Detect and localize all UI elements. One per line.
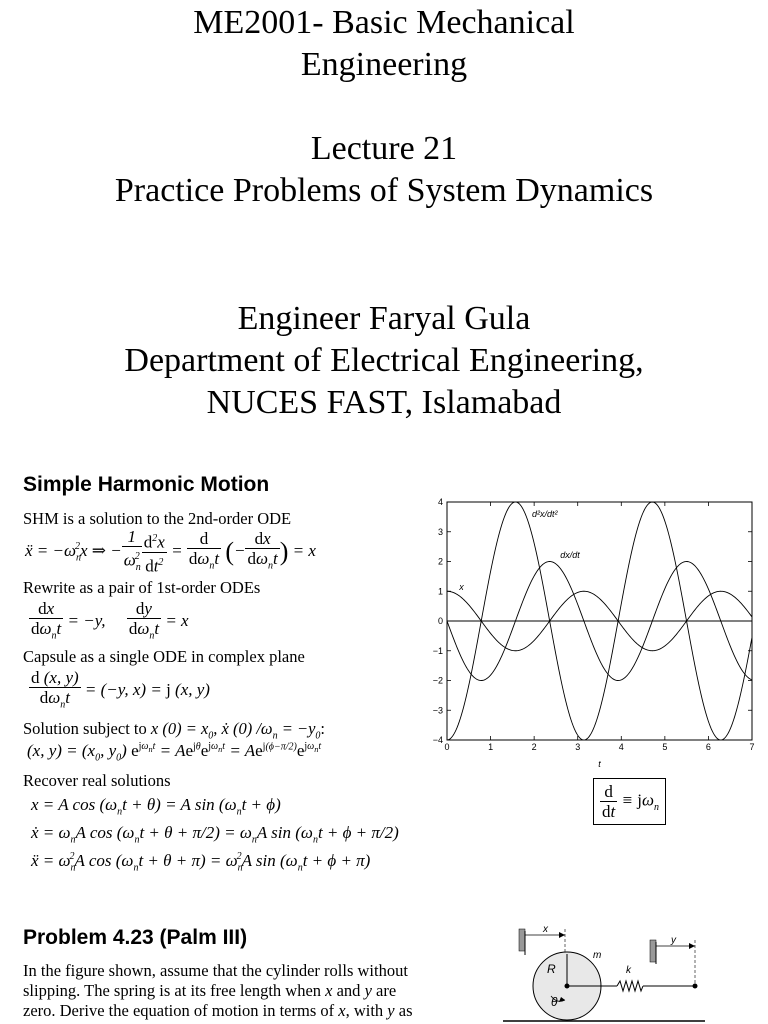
x-tick-label: 6 [705, 742, 711, 752]
x-tick-label: 7 [749, 742, 755, 752]
shm-heading: Simple Harmonic Motion [23, 473, 270, 496]
reference-wall-x [519, 929, 525, 951]
shm-first-order-pair: $\frac{dx}{d\omega_nt}$ = −y, $\frac{dy}{d\omega_nt}$ = x [29, 599, 189, 645]
shm-solution-line: Solution subject to x $(0) = x_0$, ẋ (0) $/\omega_n = -y_0$: [23, 719, 326, 742]
x-tick-label: 3 [575, 742, 581, 752]
course-title-line1: ME2001- Basic Mechanical [193, 4, 575, 41]
lecture-title [0, 128, 768, 212]
label-y: y [671, 935, 676, 946]
shm-real-solution-x: x = A $\cos (\omega_nt + \theta) = A$ $\sin (\omega_nt + \phi)$ [31, 795, 281, 818]
label-R: R [547, 962, 556, 976]
shm-real-solution-xdot: ẋ = $\omega_nA$ $\cos (\omega_nt + \theta + \pi/2) = \omega_nA$ $\sin (\omega_nt + \phi + \pi/2)$ [31, 823, 399, 846]
x-tick-label: 1 [488, 742, 494, 752]
shm-rewrite-text: Rewrite as a pair of 1st-order ODEs [23, 578, 261, 597]
x-tick-label: 4 [618, 742, 624, 752]
shm-intro-text: SHM is a solution to the 2nd-order ODE [23, 509, 292, 528]
shm-solution-label: Solution subject to [23, 719, 147, 738]
course-title-line2: Engineering [300, 46, 468, 83]
lecture-topic: Practice Problems of System Dynamics [114, 172, 654, 209]
x-tick-label: 5 [662, 742, 668, 752]
y-tick-label: −3 [432, 705, 443, 716]
shm-capsule-text: Capsule as a single ODE in complex plane [23, 647, 305, 666]
problem-line-1: In the figure shown, assume that the cylinder rolls without [23, 961, 408, 980]
series-label-d2xdt2: d²x/dt² [531, 508, 558, 519]
chart-x-axis [444, 502, 754, 752]
chart-x-axis-label: t [598, 759, 601, 769]
shm-ode-equation: ẍ = $-\omega_n^2x$ ⇒ − $\frac{1}{\omega_n^2}$ $\frac{d^2x}{dt^2}$ = $\frac{d}{d\omega_nt}$ (− $\frac{dx}{d\omega_nt}$ ) = x [25, 527, 316, 576]
y-tick-label: −1 [432, 645, 443, 656]
y-tick-label: 0 [437, 616, 443, 626]
x-tick-label: 2 [531, 742, 537, 752]
reference-wall-y [650, 940, 656, 962]
y-tick-label: 4 [437, 497, 443, 507]
x-tick-label: 0 [444, 742, 450, 752]
label-k: k [626, 965, 631, 976]
problem-heading: Problem 4.23 (Palm III) [23, 926, 248, 949]
y-tick-label: 2 [437, 556, 443, 567]
author-name: Engineer Faryal Gula [237, 300, 531, 337]
y-tick-label: 3 [437, 526, 443, 537]
shm-chart [420, 494, 760, 772]
label-x: x [543, 924, 548, 935]
series-label-dxdt: dx/dt [560, 549, 580, 560]
derivative-identity-box: $\frac{d}{dt}$ ≡ $j\omega_n$ [593, 778, 666, 825]
shm-complex-ode: $\frac{d (x, y)}{d\omega_nt}$ = (−y, x) = j (x, y) [29, 668, 210, 714]
shm-phasor-solution: (x, $y) = (x_0$, $y_0$) $e^{j\omega_nt} = Ae^{j\theta}e^{j\omega_nt} = Ae^{j(\phi-\pi/2)}e^{j\omega_nt}$ [27, 741, 322, 764]
author-institution: NUCES FAST, Islamabad [206, 384, 562, 421]
label-m: m [593, 950, 602, 961]
series-label-x: x [459, 581, 464, 592]
problem-line-3: zero. Derive the equation of motion in terms of x, with y as [23, 1001, 413, 1020]
cylinder-spring-figure [495, 918, 765, 1024]
y-tick-label: −2 [432, 675, 443, 686]
lecture-number: Lecture 21 [310, 130, 458, 167]
problem-statement [23, 961, 468, 1021]
shm-real-solution-xddot: ẍ = $\omega_n^2A$ $\cos (\omega_nt + \theta + \pi) = \omega_n^2A$ $\sin (\omega_nt + \phi + \pi)$ [31, 851, 371, 874]
spring [617, 981, 643, 991]
course-title [0, 2, 768, 86]
label-theta: θ [551, 995, 558, 1009]
y-tick-label: −4 [432, 735, 443, 745]
problem-line-2: slipping. The spring is at its free length when x and y are [23, 981, 397, 1000]
author-block [0, 298, 768, 424]
author-department: Department of Electrical Engineering, [124, 342, 644, 379]
shm-recover-text: Recover real solutions [23, 771, 171, 790]
y-tick-label: 1 [437, 586, 443, 597]
